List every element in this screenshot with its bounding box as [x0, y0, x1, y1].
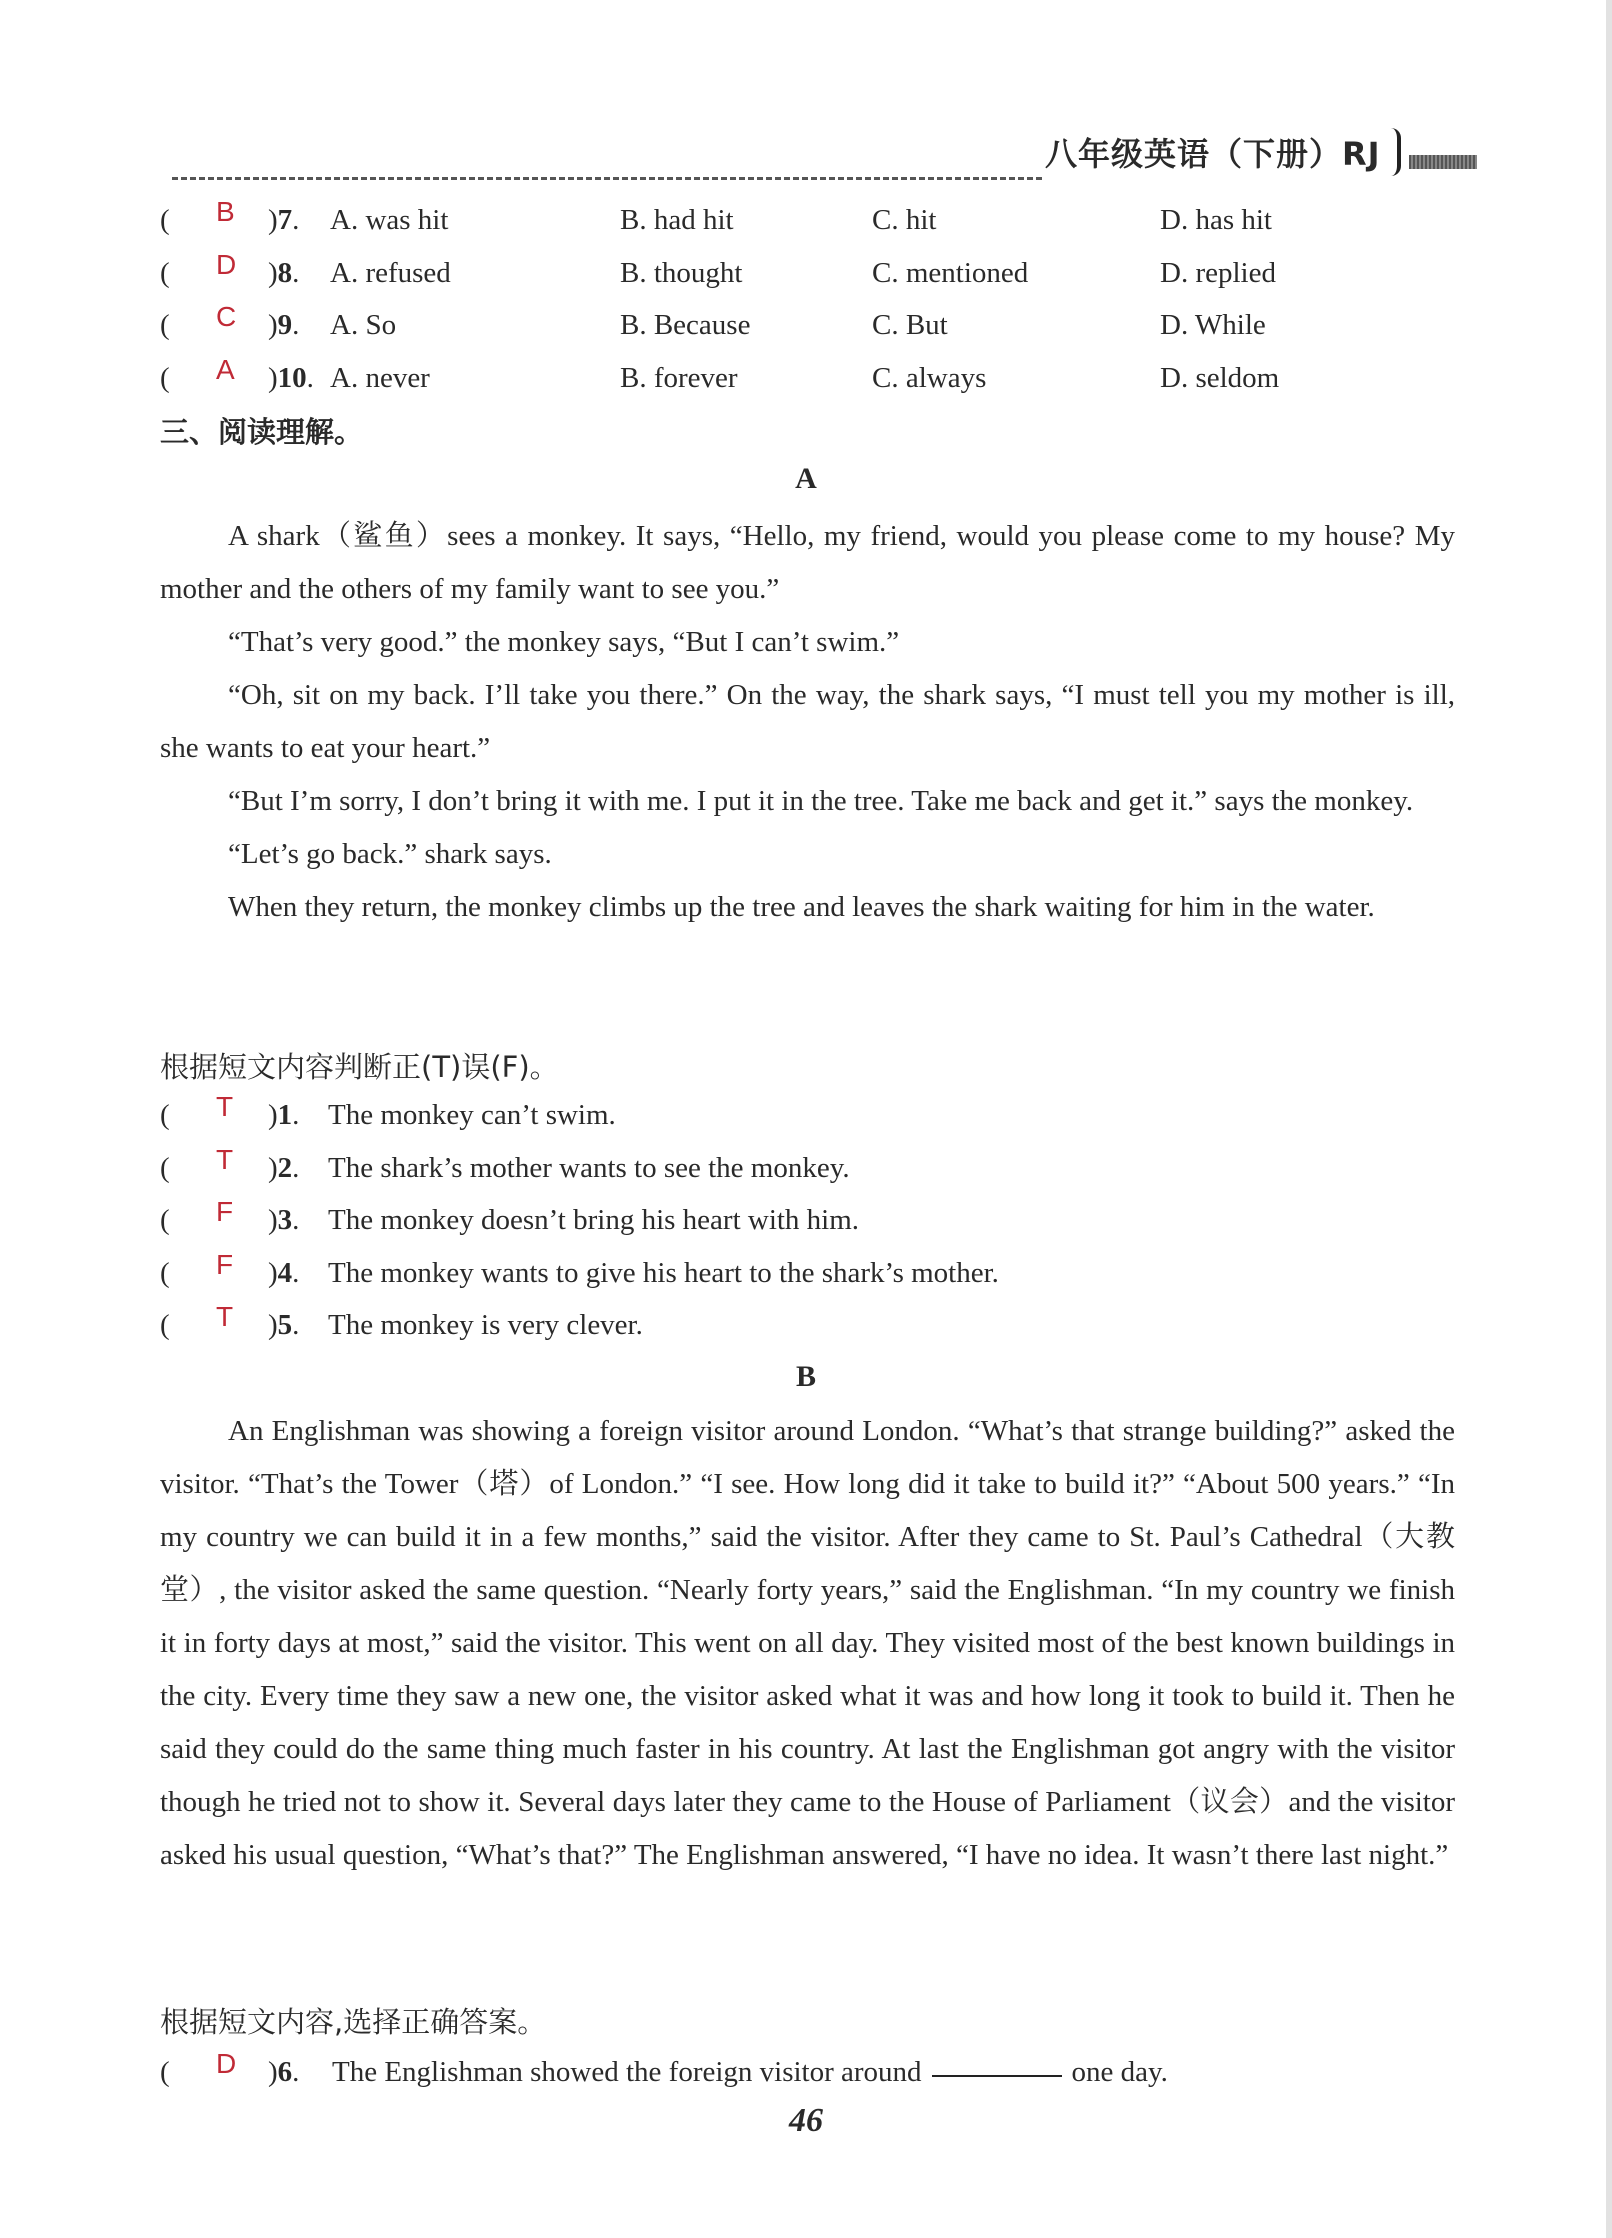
header-bar: [1409, 155, 1477, 169]
paragraph: “But I’m sorry, I don’t bring it with me. I put it in the tree. Take me back and get it.” says the monkey.: [228, 785, 1414, 817]
paragraph: “That’s very good.” the monkey says, “But I can’t swim.”: [228, 626, 900, 658]
question-text: The shark’s mother wants to see the monkey.: [328, 1152, 850, 1184]
paragraph: “Let’s go back.” shark says.: [228, 838, 552, 870]
option-b: B. had hit: [620, 204, 734, 236]
handwritten-answer: D: [216, 249, 237, 280]
option-d: D. has hit: [1160, 204, 1272, 236]
question-text-end: one day.: [1071, 2056, 1168, 2088]
question-number: 10: [277, 362, 307, 394]
option-c: C. mentioned: [872, 257, 1029, 289]
question-number: 3: [277, 1204, 293, 1236]
handwritten-answer: F: [216, 1249, 234, 1280]
handwritten-answer: T: [216, 1091, 234, 1122]
handwritten-answer: T: [216, 1144, 234, 1175]
option-a: A. So: [330, 309, 397, 341]
page-number: 46: [789, 2102, 823, 2139]
option-d: D. seldom: [1160, 362, 1280, 394]
handwritten-answer: A: [216, 354, 235, 385]
handwritten-answer: B: [216, 196, 235, 227]
paragraph: When they return, the monkey climbs up the tree and leaves the shark waiting for him in the water.: [228, 891, 1375, 923]
question-number: 2: [277, 1152, 293, 1184]
passage-b-instruction: 根据短文内容,选择正确答案。: [160, 2005, 547, 2039]
question-text: The monkey doesn’t bring his heart with him.: [328, 1204, 860, 1236]
answer-blank: [932, 2075, 1062, 2077]
question-number: 7: [277, 204, 293, 236]
question-text: The monkey wants to give his heart to the shark’s mother.: [328, 1257, 999, 1289]
option-c: C. hit: [872, 204, 937, 236]
handwritten-answer: C: [216, 301, 237, 332]
option-a: A. never: [330, 362, 430, 394]
question-number: 9: [277, 309, 293, 341]
option-c: C. always: [872, 362, 987, 394]
handwritten-answer: D: [216, 2048, 237, 2079]
question-text: The Englishman showed the foreign visitor around: [332, 2056, 922, 2088]
passage-a-body: [160, 510, 1455, 934]
handwritten-answer: T: [216, 1301, 234, 1332]
question-text: The monkey is very clever.: [328, 1309, 643, 1341]
passage-b-body: An Englishman was showing a foreign visitor around London. “What’s that strange building?” asked the visitor. “That’s the Tower（塔）of London.” “I see. How long did it take to build it?” “About 500 years.” “In my country we can build it in a few months,” said the visitor. After they came to St. Paul’s Cathedral（大教堂）, the visitor asked the same question. “Nearly forty years,” said the Englishman. “In my country we finish it in forty days at most,” said the visitor. This went on all day. They visited most of the best known buildings in the city. Every time they saw a new one, the visitor asked what it was and how long it took to build it. Then he said they could do the same thing much faster in his country. At last the Englishman got angry with the visitor though he tried not to show it. Several days later they came to the House of Parliament（议会）and the visitor asked his usual question, “What’s that?” The Englishman answered, “I have no idea. It wasn’t there last night.”: [160, 1415, 1455, 1871]
option-b: B. thought: [620, 257, 743, 289]
passage-a-instruction: 根据短文内容判断正(T)误(F)。: [160, 1050, 559, 1084]
passage-a-title: A: [795, 462, 817, 495]
question-number: 1: [277, 1099, 293, 1131]
handwritten-answer: F: [216, 1196, 234, 1227]
question-text: The monkey can’t swim.: [328, 1099, 616, 1131]
option-c: C. But: [872, 309, 948, 341]
option-a: A. was hit: [330, 204, 449, 236]
header-divider: [172, 177, 1042, 180]
question-number: 4: [277, 1257, 293, 1289]
header-title: 八年级英语（下册）RJ: [1045, 135, 1381, 173]
question-number: 8: [277, 257, 293, 289]
option-a: A. refused: [330, 257, 451, 289]
section-title: 三、阅读理解。: [160, 415, 364, 449]
option-b: B. Because: [620, 309, 751, 341]
paragraph: A shark（鲨鱼）sees a monkey. It says, “Hello, my friend, would you please come to my house? My mother and the others of my family want to see you.”: [160, 520, 1455, 605]
page-header: [1045, 128, 1477, 176]
question-number: 5: [277, 1309, 293, 1341]
option-d: D. replied: [1160, 257, 1276, 289]
option-b: B. forever: [620, 362, 738, 394]
passage-b-title: B: [795, 1360, 816, 1393]
option-d: D. While: [1160, 309, 1266, 341]
header-bracket: [1387, 128, 1401, 176]
paragraph: “Oh, sit on my back. I’ll take you there.” On the way, the shark says, “I must tell you my mother is ill, she wants to eat your heart.”: [160, 679, 1455, 764]
question-number: 6: [277, 2056, 293, 2088]
